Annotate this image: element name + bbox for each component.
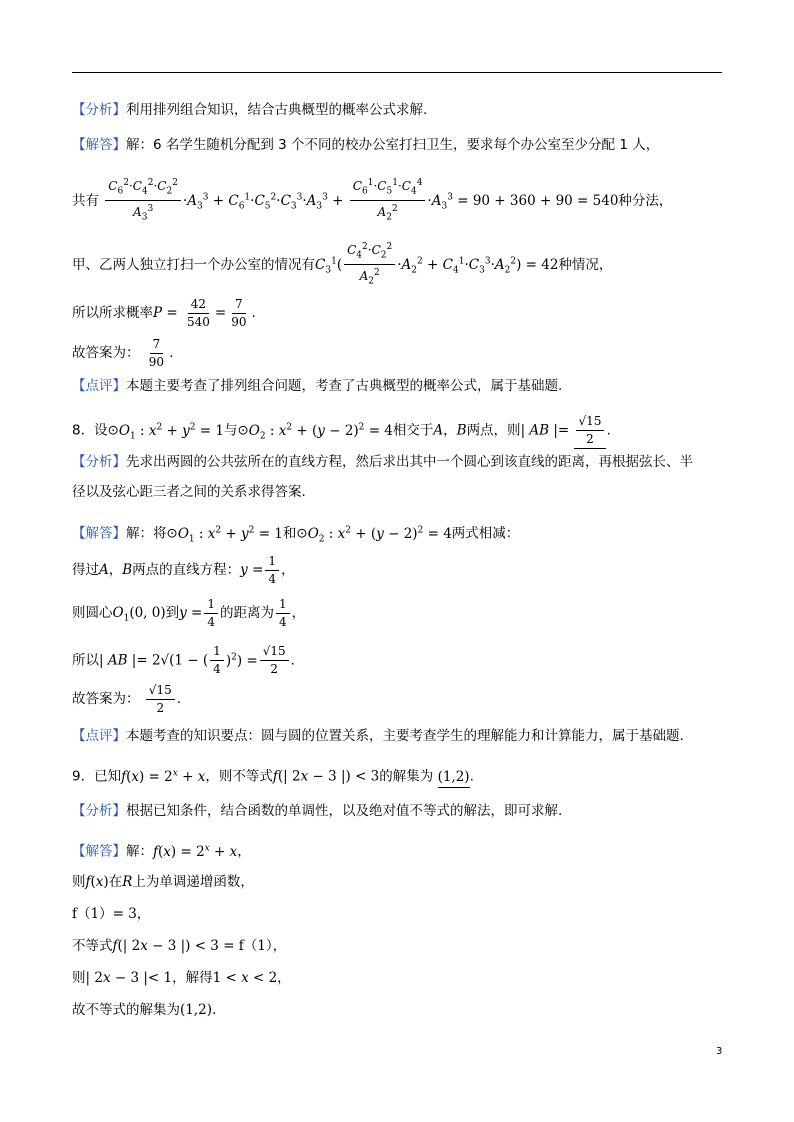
q9-answer-1: 【解答】解：$f(x) = 2^x + x$， — [72, 843, 251, 860]
q7-probability-line: 所以所求概率P = $\frac{42}{540}$ = $\frac{7}{90}$ . — [72, 296, 256, 329]
q8-answer-3: 则圆心$O_1(0$, 0)到y = $\frac{1}{4}$ 的距离为 $\frac{1}{4}$ ， — [72, 596, 306, 629]
q8-answer-1: 【解答】解：将$⊙O_1$ : $x^2 + y^2 = 1$和$⊙O_2$ : $x^2 + (y - 2)^2 = 4$两式相减： — [72, 525, 520, 545]
q9-answer-3: f（1）= 3， — [72, 906, 151, 922]
q9-answer-5: 则| 2x − 3 |< 1，解得1 < x < 2， — [72, 970, 291, 986]
q7-analysis: 【分析】利用排列组合知识，结合古典概型的概率公式求解. — [72, 102, 428, 118]
q9-answer-4: 不等式f(| 2x − 3 |) < 3 = f（1）， — [72, 938, 287, 954]
header-rule — [72, 72, 722, 73]
q7-count-line: 共有 $\frac{C_6^2\cdot C_4^2\cdot C_2^2}{A_3^3}$ $\cdot A_3^3 + C_6^1\cdot C_5^2\cdot C_3^3\cdot A_3^3$ + $\frac{C_6^1\cdot C_5^1\cdot C_4^4}{A_2^2}$ $\cdot A_3^3 = 90 + 360 + 90 = 540$种分法， — [72, 178, 673, 223]
q7-final-answer: 故答案为： $\frac{7}{90}$ . — [72, 336, 174, 369]
q9-answer-6: 故不等式的解集为(1,2). — [72, 1002, 217, 1018]
q7-jiayi-line: 甲、乙两人独立打扫一个办公室的情况有$C_3^1$( $\frac{C_4^2\cdot C_2^2}{A_2^2}$ $\cdot A_2^2 + C_4^1\cdot C_3^3\cdot A_2^2) = 42$种情况， — [72, 242, 613, 287]
q8-answer-2: 得过A，B两点的直线方程：y = $\frac{1}{4}$ ， — [72, 553, 295, 586]
q9-answer-2: 则f(x)在R上为单调递增函数， — [72, 874, 254, 890]
q8-analysis-1: 【分析】先求出两圆的公共弦所在的直线方程，然后求出其中一个圆心到该直线的距离，再根据弦长、半 — [72, 454, 693, 470]
q7-answer-intro: 【解答】解：6 名学生随机分配到 3 个不同的校办公室打扫卫生，要求每个办公室至少分配 1 人， — [72, 137, 660, 153]
q8-analysis-2: 径以及弦心距三者之间的关系求得答案. — [72, 484, 306, 500]
q8-answer-4: 所以| AB |= 2√(1 − ( $\frac{1}{4}$ )$^2$) = $\frac{√15}{2}$ . — [72, 644, 295, 676]
page-number: 3 — [716, 1046, 723, 1057]
q8-stem: 8．设$⊙O_1$ : $x^2 + y^2 = 1$与$⊙O_2$ : $x^2 + (y - 2)^2 = 4$相交于A，B两点，则| AB |= $\frac{√15}{2}$ . — [72, 410, 611, 453]
q9-answer-blank: (1,2) — [438, 767, 470, 788]
q8-final-answer: 故答案为： $\frac{√15}{2}$ . — [72, 682, 182, 715]
q8-comment: 【点评】本题考查的知识要点：圆与圆的位置关系，主要考查学生的理解能力和计算能力，属于基础题. — [72, 728, 684, 744]
q9-stem: 9．已知$f(x) = 2^x + x$，则不等式f(| 2x − 3 |) < 3的解集为 (1,2). — [72, 763, 474, 788]
q9-analysis: 【分析】根据已知条件，结合函数的单调性，以及绝对值不等式的解法，即可求解. — [72, 803, 563, 819]
q8-answer-blank: $\frac{√15}{2}$ — [574, 414, 607, 449]
q7-comment: 【点评】本题主要考查了排列组合问题，考查了古典概型的概率公式，属于基础题. — [72, 378, 563, 394]
